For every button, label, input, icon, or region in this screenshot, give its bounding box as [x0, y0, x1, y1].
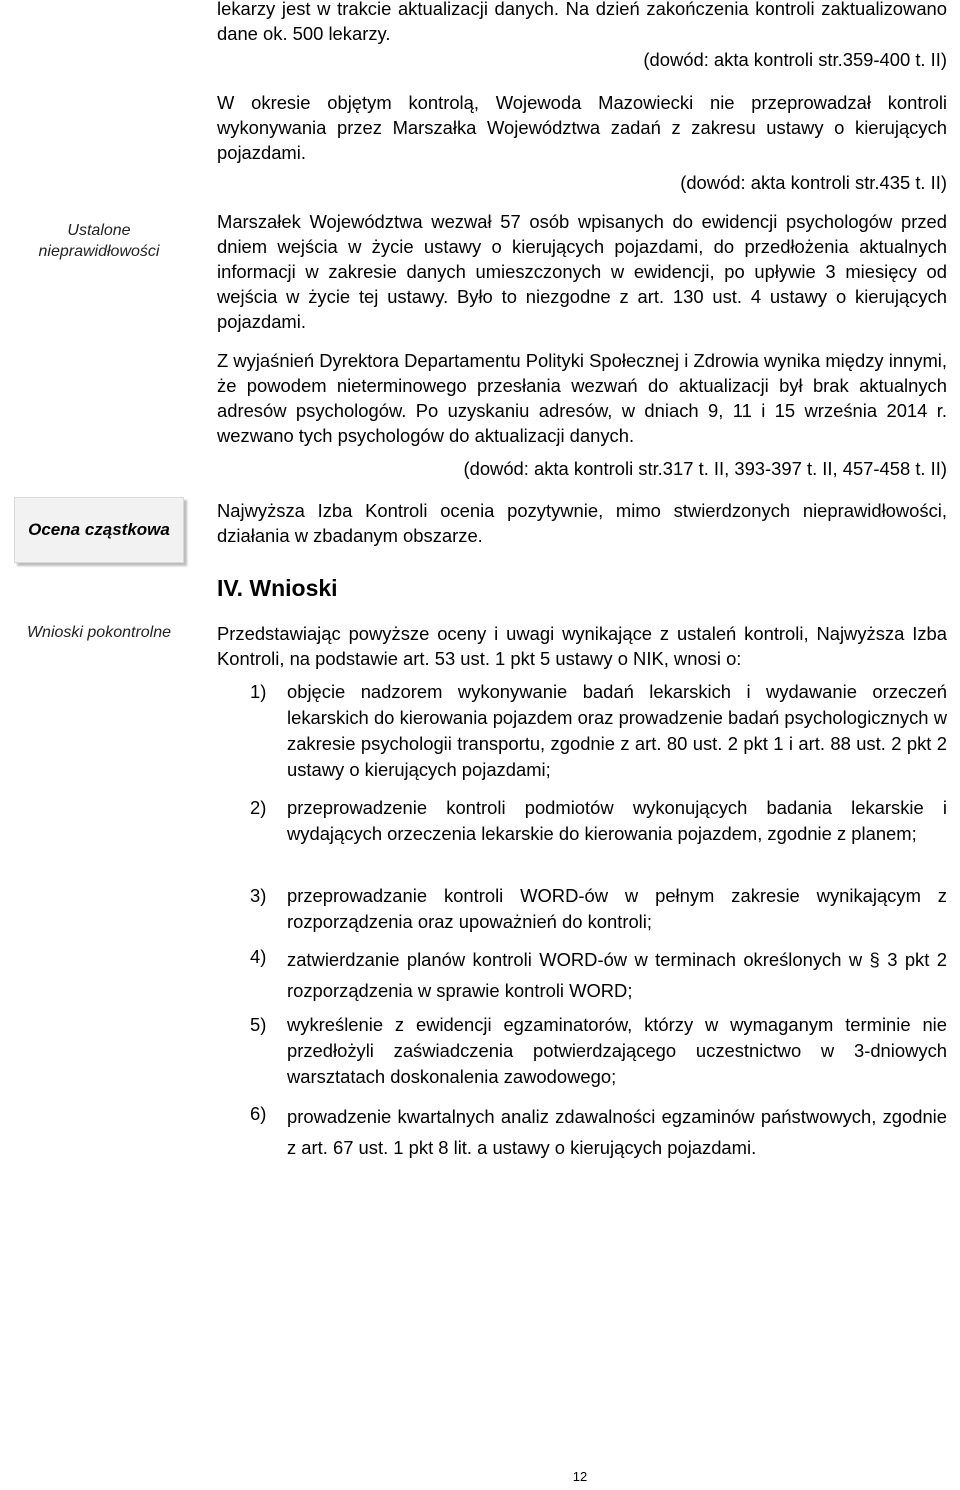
margin-label-wnioski: Wnioski pokontrolne: [26, 624, 172, 641]
evidence-citation: (dowód: akta kontroli str.359-400 t. II): [643, 49, 947, 70]
list-item-number: 5): [250, 1014, 267, 1035]
section-heading: IV. Wnioski: [217, 575, 338, 601]
list-item-text: przeprowadzenie kontroli podmiotów wykonujących badania lekarskie i wydających orzeczenia lekarskie do kierowania pojazdem, zgodnie z planem;: [287, 797, 947, 844]
list-item-text: objęcie nadzorem wykonywanie badań lekarskich i wydawanie orzeczeń lekarskich do kierowania pojazdem oraz prowadzenie badań psychologicznych w zakresie psychologii transportu, zgodnie z art. 80 ust. 2 pkt 1 i art. 88 ust. 2 pkt 2 ustawy o kierujących pojazdami;: [287, 681, 947, 780]
paragraph-marszalek: Marszałek Województwa wezwał 57 osób wpisanych do ewidencji psychologów przed dniem wejścia w życie ustawy o kierujących pojazdami, do przedłożenia aktualnych informacji w zakresie danych umieszczonych w ewidencji, po upływie 3 miesięcy od wejścia w życie tej ustawy. Było to niezgodne z art. 130 ust. 4 ustawy o kierujących pojazdami.: [217, 211, 947, 332]
paragraph-continuation: lekarzy jest w trakcie aktualizacji danych. Na dzień zakończenia kontroli zaktualizowano dane ok. 500 lekarzy.: [217, 0, 947, 44]
paragraph-intro: Przedstawiając powyższe oceny i uwagi wynikające z ustaleń kontroli, Najwyższa Izba Kontroli, na podstawie art. 53 ust. 1 pkt 5 ustawy o NIK, wnosi o:: [217, 623, 947, 669]
paragraph-ocena: Najwyższa Izba Kontroli ocenia pozytywnie, mimo stwierdzonych nieprawidłowości, działania w zbadanym obszarze.: [217, 500, 947, 546]
evidence-citation: (dowód: akta kontroli str.435 t. II): [680, 172, 947, 193]
paragraph-wyjasnienia: Z wyjaśnień Dyrektora Departamentu Polityki Społecznej i Zdrowia wynika między innymi, że powodem nieterminowego przesłania wezwań do aktualizacji był brak aktualnych adresów psychologów. Po uzyskaniu adresów, w dniach 9, 11 i 15 września 2014 r. wezwano tych psychologów do aktualizacji danych.: [217, 350, 947, 446]
list-item-number: 6): [250, 1103, 267, 1124]
list-item-text: przeprowadzanie kontroli WORD-ów w pełnym zakresie wynikającym z rozporządzenia oraz upoważnień do kontroli;: [287, 885, 947, 932]
margin-box-ocena: [14, 497, 184, 563]
list-item: [217, 883, 947, 935]
list-item: [217, 1101, 947, 1163]
list-item-text: prowadzenie kwartalnych analiz zdawalności egzaminów państwowych, zgodnie z art. 67 ust. 1 pkt 8 lit. a ustawy o kierujących pojazdami.: [287, 1106, 947, 1158]
page-number: 12: [572, 1469, 588, 1484]
list-item: [217, 795, 947, 847]
list-item: [217, 1012, 947, 1090]
list-item-number: 1): [250, 681, 267, 702]
margin-box-ocena-label: Ocena cząstkowa: [28, 520, 170, 539]
margin-label-ustalone: Ustalone nieprawidłowości: [38, 222, 160, 260]
list-item-text: wykreślenie z ewidencji egzaminatorów, którzy w wymaganym terminie nie przedłożyli zaświadczenia potwierdzającego uczestnictwo w 3-dniowych warsztatach doskonalenia zawodowego;: [287, 1014, 947, 1087]
list-item-number: 2): [250, 797, 267, 818]
list-item-text: zatwierdzanie planów kontroli WORD-ów w terminach określonych w § 3 pkt 2 rozporządzenia w sprawie kontroli WORD;: [287, 949, 947, 1001]
list-item: [217, 944, 947, 1006]
evidence-citation: (dowód: akta kontroli str.317 t. II, 393-397 t. II, 457-458 t. II): [463, 458, 947, 479]
list-item-number: 4): [250, 946, 267, 967]
list-item-number: 3): [250, 885, 267, 906]
paragraph-wojewoda: W okresie objętym kontrolą, Wojewoda Mazowiecki nie przeprowadzał kontroli wykonywania przez Marszałka Województwa zadań z zakresu ustawy o kierujących pojazdami.: [217, 92, 947, 163]
list-item: [217, 679, 947, 783]
